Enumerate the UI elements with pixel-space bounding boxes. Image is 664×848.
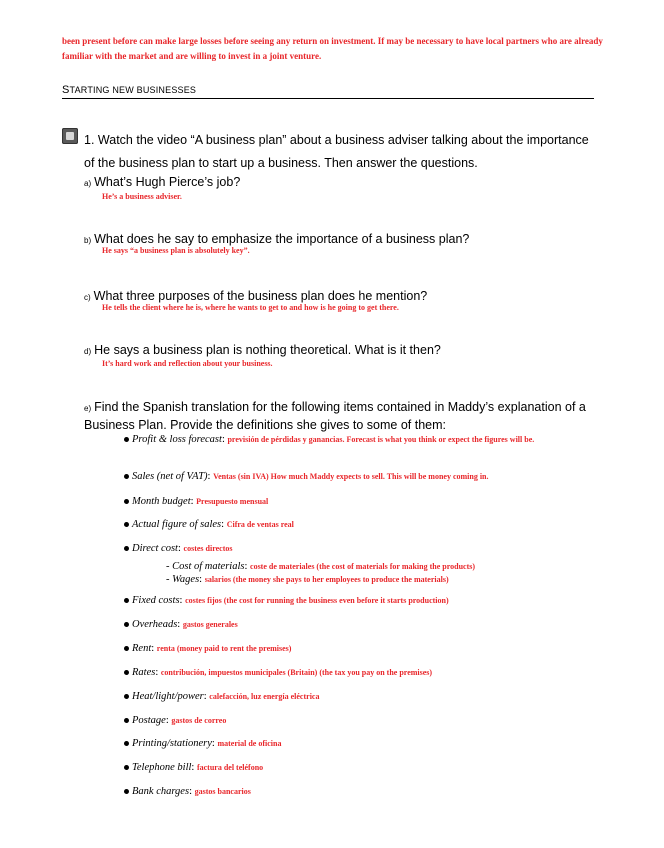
item-separator: : (207, 471, 214, 482)
item-definition: Cifra de ventas real (226, 520, 294, 529)
item-separator: : (165, 715, 172, 726)
item-separator: : (155, 667, 161, 678)
item-separator: : (190, 496, 197, 507)
bullet-dot-icon (124, 789, 129, 794)
item-definition: gastos de correo (171, 716, 227, 725)
bullet-dot-icon (124, 546, 129, 551)
section-heading (62, 84, 196, 96)
item-separator: : (151, 643, 157, 654)
sub-question-text: What’s Hugh Pierce’s job? (94, 175, 241, 189)
sub-question-d (84, 343, 441, 359)
section-divider (62, 98, 594, 99)
sub-question-e (84, 399, 594, 433)
list-item (132, 517, 592, 532)
sub-question-text: What three purposes of the business plan does he mention? (93, 289, 428, 303)
item-term: Printing/stationery (132, 738, 212, 749)
item-separator: : (177, 619, 183, 630)
section-heading-rest: TARTING NEW BUSINESSES (69, 85, 197, 95)
question-1 (84, 129, 594, 175)
sub-question-text: What does he say to emphasize the importance of a business plan? (94, 232, 470, 246)
item-definition: gastos generales (182, 620, 238, 629)
item-definition: salarios (the money she pays to her employees to produce the materials) (204, 575, 449, 584)
item-definition: gastos bancarios (194, 787, 251, 796)
item-definition: contribución, impuestos municipales (Britain) (the tax you pay on the premises) (160, 668, 433, 677)
section-heading-cap: S (62, 84, 70, 96)
item-definition: calefacción, luz energía eléctrica (209, 692, 320, 701)
item-definition: previsión de pérdidas y ganancias. Forecast is what you think or expect the figures will be. (227, 435, 535, 444)
bullet-dot-icon (124, 718, 129, 723)
list-item (132, 784, 592, 799)
checkbox-square-icon (62, 128, 78, 144)
item-term: Sales (net of VAT) (132, 471, 208, 482)
bullet-dot-icon (124, 474, 129, 479)
sub-question-label: b) (84, 236, 92, 245)
item-term: Rates (132, 667, 156, 678)
item-definition: factura del teléfono (196, 763, 264, 772)
item-term: Rent (132, 643, 152, 654)
item-separator: : (179, 595, 186, 606)
answer-a: He’s a business adviser. (102, 192, 182, 201)
bullet-dot-icon (124, 765, 129, 770)
item-term: Cost of materials (172, 561, 245, 572)
item-definition: material de oficina (217, 739, 282, 748)
sub-question-label: a) (84, 179, 92, 188)
item-definition: costes fijos (the cost for running the business even before it starts production) (185, 596, 449, 605)
sub-question-text: Find the Spanish translation for the following items contained in Maddy’s explanation of a Business Plan. Provide the definitions she gives to some of them: (84, 400, 586, 432)
item-separator: : (189, 786, 195, 797)
bullet-dot-icon (124, 694, 129, 699)
bullet-dot-icon (124, 522, 129, 527)
item-definition: renta (money paid to rent the premises) (156, 644, 292, 653)
item-separator: : (221, 434, 228, 445)
item-separator: : (244, 561, 251, 572)
list-item (132, 541, 592, 556)
item-separator: : (221, 519, 227, 530)
list-item (132, 665, 592, 680)
list-item (132, 760, 592, 775)
answer-d: It’s hard work and reflection about your business. (102, 359, 273, 368)
item-separator: : (211, 738, 218, 749)
item-term: Direct cost (132, 543, 178, 554)
item-term: Month budget (132, 496, 191, 507)
item-term: Postage (132, 715, 166, 726)
item-definition: Presupuesto mensual (196, 497, 269, 506)
intro-paragraph: been present before can make large losses before seeing any return on investment. If may be necessary to have local partners who are already familiar with the market and are willing to invest in a joint venture. (62, 36, 603, 61)
item-term: Heat/light/power (132, 691, 204, 702)
bullet-dot-icon (124, 499, 129, 504)
bullet-dot-icon (124, 437, 129, 442)
item-separator: : (177, 543, 184, 554)
item-definition: costes directos (183, 544, 233, 553)
item-term: Actual figure of sales (132, 519, 222, 530)
sub-question-text: He says a business plan is nothing theoretical. What is it then? (94, 343, 441, 357)
list-item (132, 641, 592, 656)
question-text: Watch the video “A business plan” about a business adviser talking about the importance of the business plan to start up a business. Then answer the questions. (84, 133, 589, 170)
list-item (132, 432, 592, 447)
list-item (132, 689, 592, 704)
list-item (132, 593, 592, 608)
item-term: Telephone bill (132, 762, 192, 773)
question-number: 1. (84, 133, 95, 147)
item-separator: : (199, 574, 205, 585)
list-item (132, 736, 592, 751)
item-separator: : (203, 691, 210, 702)
list-item (132, 713, 592, 728)
bullet-dot-icon (124, 670, 129, 675)
sub-question-label: e) (84, 404, 92, 413)
item-term: Profit & loss forecast (132, 434, 222, 445)
sub-question-a (84, 175, 240, 191)
item-term: Bank charges (132, 786, 190, 797)
sub-question-label: c) (84, 293, 91, 302)
item-term: Fixed costs (132, 595, 180, 606)
answer-b: He says “a business plan is absolutely key”. (102, 246, 250, 255)
sub-list-item: - Cost of materials: coste de materiales (the cost of materials for making the products) (166, 561, 476, 572)
bullet-dot-icon (124, 598, 129, 603)
list-item (132, 469, 592, 484)
list-item (132, 494, 592, 509)
bullet-dot-icon (124, 741, 129, 746)
item-separator: : (191, 762, 197, 773)
item-term: Overheads (132, 619, 178, 630)
sub-question-label: d) (84, 347, 92, 356)
sub-list-item: - Wages: salarios (the money she pays to her employees to produce the materials) (166, 574, 449, 585)
list-item (132, 617, 592, 632)
bullet-dot-icon (124, 646, 129, 651)
item-definition: coste de materiales (the cost of materials for making the products) (250, 562, 476, 571)
answer-c: He tells the client where he is, where he wants to get to and how is he going to get there. (102, 303, 399, 312)
item-term: Wages (172, 574, 200, 585)
item-definition: Ventas (sin IVA) How much Maddy expects to sell. This will be money coming in. (213, 472, 489, 481)
bullet-dot-icon (124, 622, 129, 627)
